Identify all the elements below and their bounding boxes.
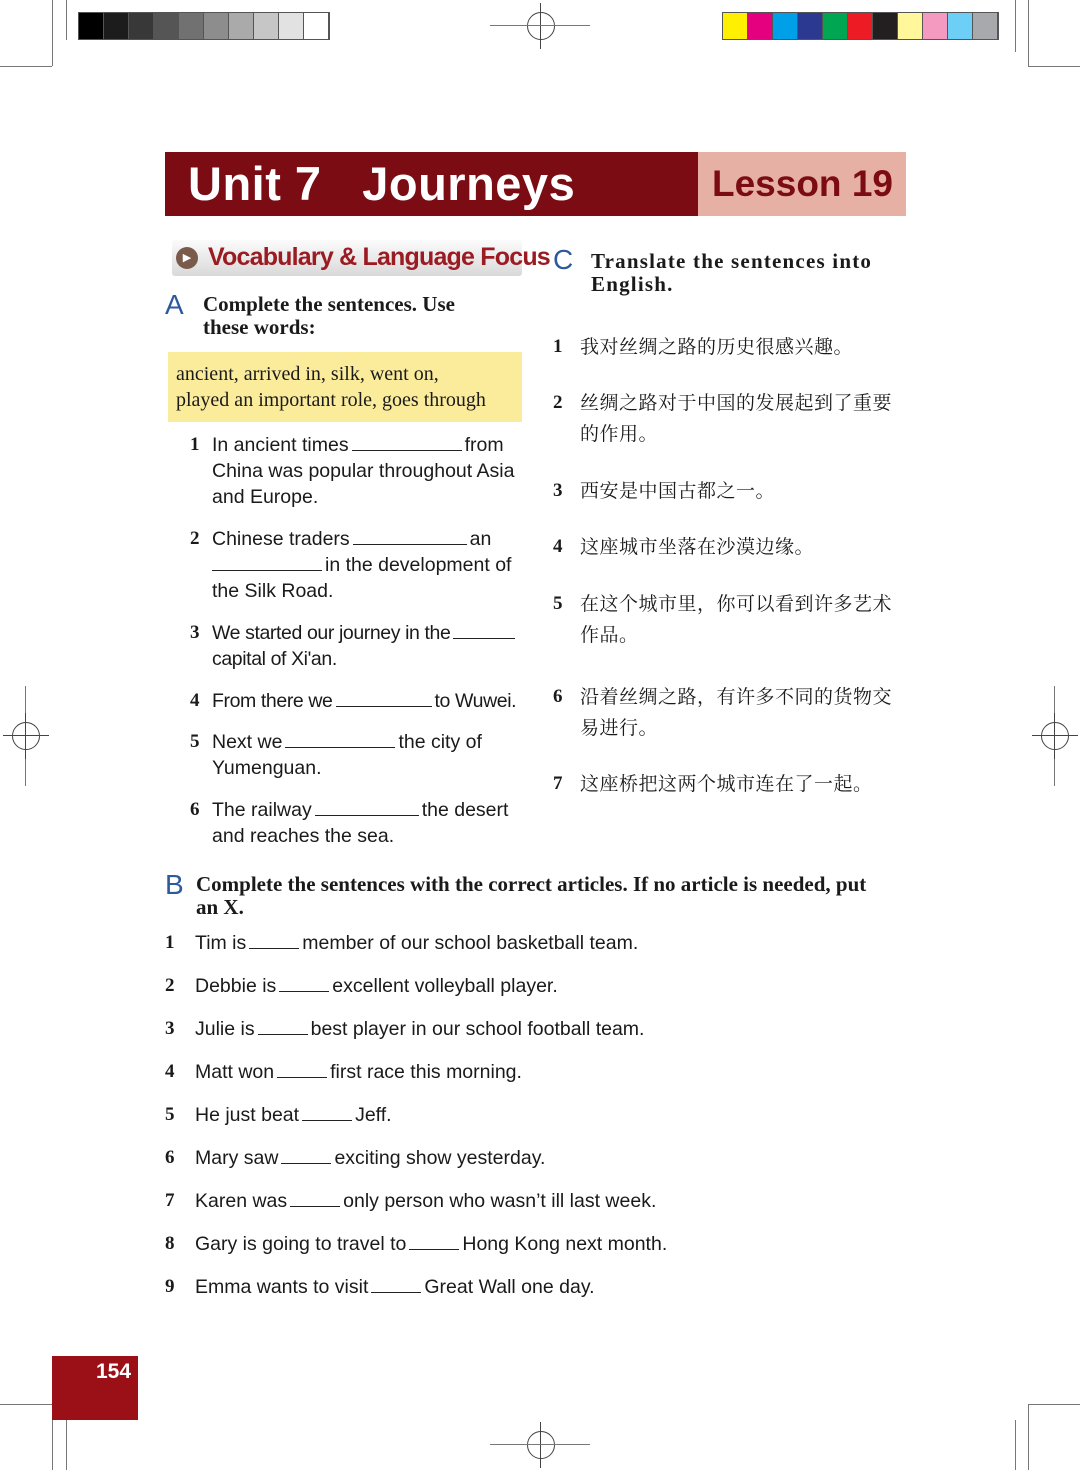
calibration-swatch [254,13,279,39]
crop-mark [0,66,52,67]
answer-blank[interactable] [352,432,462,451]
crop-mark [490,1444,590,1445]
item-text-part: exciting show yesterday. [334,1147,546,1169]
answer-blank[interactable] [290,1188,340,1207]
item-text-part: Gary is going to travel to [195,1233,407,1255]
item-text [195,1145,545,1171]
item-text: 这座桥把这两个城市连在了一起。 [580,773,873,795]
crop-mark [1028,1404,1029,1470]
calibration-swatch [898,13,923,39]
calibration-swatch [848,13,873,39]
item-text-part: Hong Kong next month. [462,1233,668,1255]
calibration-swatch [204,13,229,39]
crop-mark [0,1404,52,1405]
calibration-swatch [773,13,798,39]
crop-mark [66,1420,67,1470]
item-number: 6 [190,799,200,820]
word-box-line: played an important role, goes through [176,389,486,411]
item-text-part: the desert and reaches the sea. [212,799,509,847]
answer-blank[interactable] [258,1016,308,1035]
registration-mark-left [12,722,40,750]
item-text-part: Mary saw [195,1147,279,1169]
item-number: 6 [165,1147,175,1168]
item-text-part: Great Wall one day. [424,1276,595,1298]
item-number: 2 [553,392,563,413]
item-text [195,1016,644,1042]
color-calibration-bar [722,12,999,40]
item-text-part: member of our school basketball team. [302,932,639,954]
crop-mark [1028,66,1080,67]
answer-blank[interactable] [371,1274,421,1293]
item-number: 5 [165,1104,175,1125]
item-number: 5 [190,731,200,752]
calibration-swatch [154,13,179,39]
item-number: 1 [190,434,200,455]
answer-blank[interactable] [453,620,515,639]
item-text-part: only person who wasn’t ill last week. [343,1190,657,1212]
section-c-letter: C [553,244,574,275]
crop-mark [1015,1420,1016,1470]
answer-blank[interactable] [302,1102,352,1121]
answer-blank[interactable] [279,973,329,992]
item-text: 这座城市坐落在沙漠边缘。 [580,536,815,558]
item-text-part: Debbie is [195,975,277,997]
registration-mark-bottom [527,1431,555,1459]
item-text-part: in the development of the Silk Road. [212,554,512,602]
item-number: 4 [553,536,563,557]
item-text-part: Julie is [195,1018,255,1040]
calibration-swatch [923,13,948,39]
item-text [195,1188,656,1214]
answer-blank[interactable] [281,1145,331,1164]
item-text [195,1059,522,1085]
item-text [195,1102,392,1128]
item-text-part: first race this morning. [330,1061,522,1083]
item-text-part: He just beat [195,1104,300,1126]
calibration-swatch [104,13,129,39]
registration-mark-top [527,12,555,40]
item-text-part: In ancient times [212,434,349,456]
item-number: 5 [553,593,563,614]
grayscale-calibration-bar [78,12,330,40]
item-number: 3 [553,480,563,501]
item-number: 2 [190,528,200,549]
item-number: 6 [553,686,563,707]
calibration-swatch [79,13,104,39]
item-text-part: Jeff. [355,1104,392,1126]
item-text-part: Chinese traders [212,528,350,550]
calibration-swatch [873,13,898,39]
item-number: 4 [165,1061,175,1082]
item-number: 4 [190,690,200,711]
item-number: 1 [165,932,175,953]
word-box-line: ancient, arrived in, silk, went on, [176,363,439,385]
registration-mark-right [1041,722,1069,750]
calibration-swatch [229,13,254,39]
item-text-part: to Wuwei. [434,690,517,712]
crop-mark [66,0,67,40]
item-text [195,930,638,956]
answer-blank[interactable] [285,729,395,748]
item-text-part: We started our journey in the [212,622,451,644]
item-text: 沿着丝绸之路，有许多不同的货物交易进行。 [580,686,893,739]
word-box-text [176,361,521,413]
item-text [212,432,522,510]
answer-blank[interactable] [277,1059,327,1078]
calibration-swatch [748,13,773,39]
item-text-part: From there we [212,690,333,712]
section-c-instruction: Translate the sentences into English. [591,249,873,296]
item-text-part: from China was popular throughout Asia and Europe. [212,434,515,508]
item-text-part: the city of Yumenguan. [212,731,482,779]
item-text [212,620,522,672]
answer-blank[interactable] [336,688,432,707]
section-b-instruction-line: an X. [196,895,244,919]
item-text-part: Karen was [195,1190,288,1212]
section-b-instruction [196,873,916,919]
crop-mark [490,25,590,26]
item-number: 3 [165,1018,175,1039]
item-text-part: Matt won [195,1061,275,1083]
play-icon: ▶ [176,247,198,269]
answer-blank[interactable] [353,526,467,545]
calibration-swatch [723,13,748,39]
calibration-swatch [948,13,973,39]
item-text: 在这个城市里，你可以看到许多艺术作品。 [580,593,893,646]
item-number: 7 [553,773,563,794]
item-text [212,526,522,604]
item-number: 1 [553,336,563,357]
section-a-letter: A [165,289,184,320]
item-text [212,729,522,781]
calibration-swatch [304,13,329,39]
crop-mark [52,0,53,66]
calibration-swatch [129,13,154,39]
section-a-instruction: Complete the sentences. Use these words: [203,292,455,339]
page-number: 154 [96,1360,132,1383]
item-number: 3 [190,622,200,643]
item-text: 西安是中国古都之一。 [580,480,776,502]
lesson-title: Lesson 19 [712,163,893,204]
item-text: 丝绸之路对于中国的发展起到了重要的作用。 [580,392,893,445]
calibration-swatch [179,13,204,39]
item-text [212,797,522,849]
section-b-instruction-line: Complete the sentences with the correct articles. If no article is needed, put [196,872,867,896]
item-text-part: Tim is [195,932,247,954]
item-text-part: an [469,528,492,550]
item-number: 2 [165,975,175,996]
answer-blank[interactable] [409,1231,459,1250]
item-text [195,1274,595,1300]
item-text: 我对丝绸之路的历史很感兴趣。 [580,336,854,358]
vocab-banner-label: Vocabulary & Language Focus [208,243,550,271]
item-text-part: excellent volleyball player. [332,975,558,997]
answer-blank[interactable] [249,930,299,949]
calibration-swatch [823,13,848,39]
item-text [195,1231,667,1257]
crop-mark [1028,0,1029,66]
calibration-swatch [973,13,998,39]
calibration-swatch [279,13,304,39]
item-text-part: Next we [212,731,283,753]
crop-mark [1028,1404,1080,1405]
item-text [195,973,558,999]
item-text-part: The railway [212,799,312,821]
item-text-part: best player in our school football team. [310,1018,645,1040]
answer-blank[interactable] [212,552,322,571]
calibration-swatch [798,13,823,39]
answer-blank[interactable] [315,797,419,816]
item-number: 8 [165,1233,175,1254]
item-text-part: capital of Xi'an. [212,648,337,670]
crop-mark [1015,0,1016,52]
item-number: 9 [165,1276,175,1297]
unit-title: Unit 7 Journeys [188,157,576,210]
section-b-letter: B [165,869,184,900]
item-number: 7 [165,1190,175,1211]
item-text [212,688,522,714]
item-text-part: Emma wants to visit [195,1276,369,1298]
